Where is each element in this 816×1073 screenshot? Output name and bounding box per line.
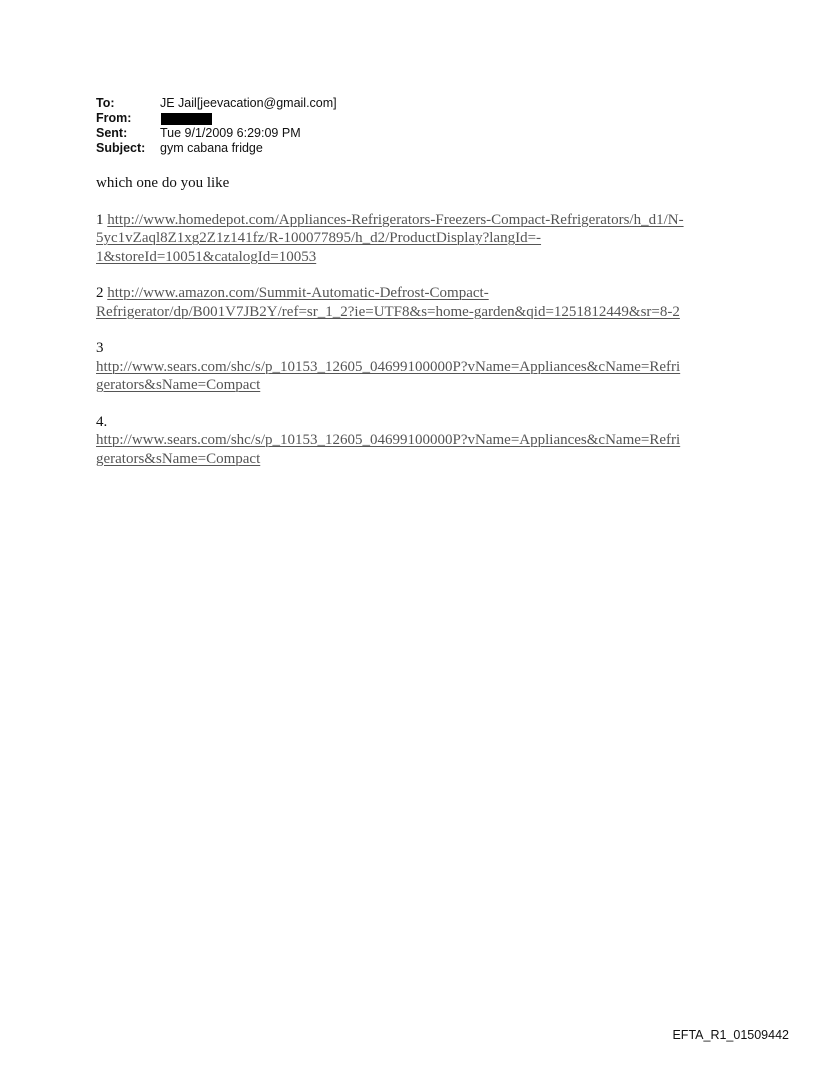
email-header <box>96 96 337 156</box>
product-link[interactable] <box>96 359 680 394</box>
list-item <box>96 339 726 395</box>
link-line: http://www.sears.com/shc/s/p_10153_12605_04699100000P?vName=Appliances&cName=Refri <box>96 432 681 448</box>
link-line: http://www.homedepot.com/Appliances-Refrigerators-Freezers-Compact-Refrigerators/h_d1/N- <box>107 211 684 228</box>
subject-label: Subject: <box>96 141 146 155</box>
list-item <box>96 413 726 469</box>
link-line: 1&storeId=10051&catalogId=10053 <box>96 248 317 265</box>
redaction-block <box>161 113 212 125</box>
link-line: gerators&sName=Compact <box>96 450 261 467</box>
from-label: From: <box>96 111 132 125</box>
subject-row <box>96 141 337 156</box>
to-label: To: <box>96 96 115 110</box>
email-body <box>96 174 726 486</box>
list-item <box>96 284 726 321</box>
list-item <box>96 211 726 267</box>
sent-label: Sent: <box>96 126 128 140</box>
greeting-text: which one do you like <box>96 175 230 191</box>
to-value: JE Jail[jeevacation@gmail.com] <box>160 96 337 110</box>
product-link[interactable] <box>96 432 680 467</box>
item-number: 1 <box>96 211 104 228</box>
subject-value: gym cabana fridge <box>160 141 263 155</box>
link-line: 5yc1vZaql8Z1xg2Z1z141fz/R-100077895/h_d2/ProductDisplay?langId=- <box>96 230 542 246</box>
product-link[interactable] <box>96 285 680 320</box>
item-number: 2 <box>96 285 104 301</box>
document-id: EFTA_R1_01509442 <box>672 1028 789 1042</box>
link-line: http://www.amazon.com/Summit-Automatic-Defrost-Compact- <box>107 285 489 301</box>
item-number: 4. <box>96 413 108 430</box>
sent-value: Tue 9/1/2009 6:29:09 PM <box>160 126 301 140</box>
link-line: Refrigerator/dp/B001V7JB2Y/ref=sr_1_2?ie=UTF8&s=home-garden&qid=1251812449&sr=8-2 <box>96 303 680 320</box>
link-line: http://www.sears.com/shc/s/p_10153_12605_04699100000P?vName=Appliances&cName=Refri <box>96 358 681 375</box>
link-line: gerators&sName=Compact <box>96 377 261 393</box>
sent-row <box>96 126 337 141</box>
item-number: 3 <box>96 340 104 356</box>
from-row <box>96 111 337 126</box>
product-link[interactable] <box>96 212 684 265</box>
to-row <box>96 96 337 111</box>
